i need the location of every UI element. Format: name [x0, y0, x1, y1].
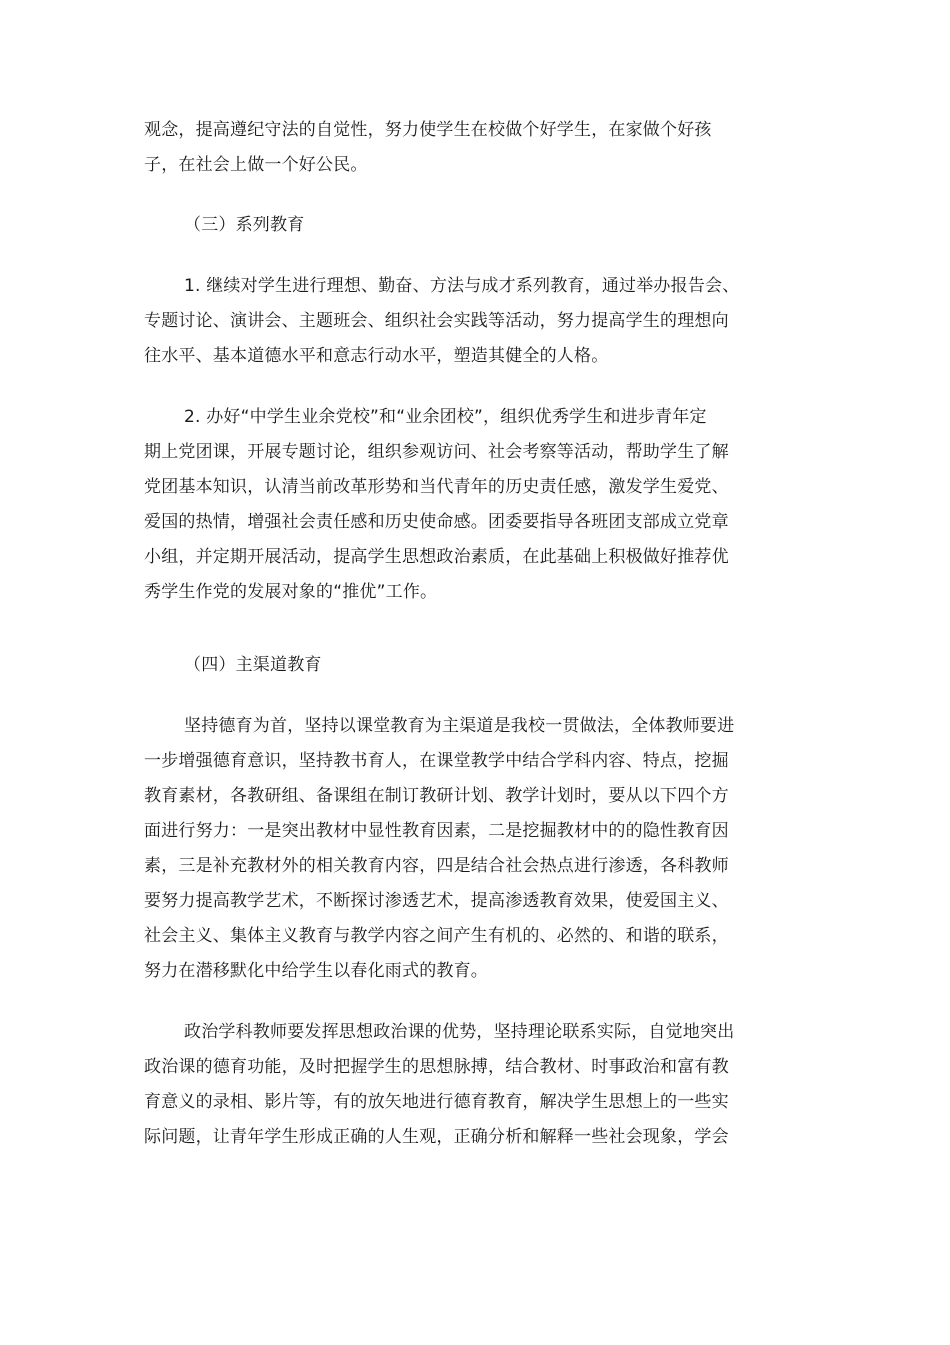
para-1-line-2: 一步增强德育意识，坚持教书育人，在课堂教学中结合学科内容、特点，挖掘 — [144, 751, 729, 771]
para-1-line-6: 要努力提高教学艺术，不断探讨渗透艺术，提高渗透教育效果，使爱国主义、 — [144, 891, 729, 911]
item-2-line-1: 2. 办好“中学生业余党校”和“业余团校”，组织优秀学生和进步青年定 — [184, 407, 707, 427]
para-1-line-7: 社会主义、集体主义教育与教学内容之间产生有机的、必然的、和谐的联系， — [144, 926, 729, 946]
item-1-line-2: 专题讨论、演讲会、主题班会、组织社会实践等活动，努力提高学生的理想向 — [144, 311, 729, 331]
para-1-line-4: 面进行努力：一是突出教材中显性教育因素，二是挖掘教材中的的隐性教育因 — [144, 821, 729, 841]
para-1-line-8: 努力在潜移默化中给学生以春化雨式的教育。 — [144, 961, 488, 981]
item-1-line-3: 往水平、基本道德水平和意志行动水平，塑造其健全的人格。 — [144, 346, 609, 366]
section-3-heading: （三）系列教育 — [184, 215, 305, 235]
para-2-line-2: 政治课的德育功能，及时把握学生的思想脉搏，结合教材、时事政治和富有教 — [144, 1057, 729, 1077]
para-1-line-5: 素，三是补充教材外的相关教育内容，四是结合社会热点进行渗透，各科教师 — [144, 856, 729, 876]
para-2-line-4: 际问题，让青年学生形成正确的人生观，正确分析和解释一些社会现象，学会 — [144, 1127, 729, 1147]
continuation-line-2: 子，在社会上做一个好公民。 — [144, 155, 368, 175]
section-4-heading: （四）主渠道教育 — [184, 655, 322, 675]
item-2-line-5: 小组，并定期开展活动，提高学生思想政治素质，在此基础上积极做好推荐优 — [144, 547, 729, 567]
item-1-line-1: 1. 继续对学生进行理想、勤奋、方法与成才系列教育，通过举办报告会、 — [184, 276, 740, 296]
item-2-line-3: 党团基本知识，认清当前改革形势和当代青年的历史责任感，激发学生爱党、 — [144, 477, 729, 497]
para-2-line-3: 育意义的录相、影片等，有的放矢地进行德育教育，解决学生思想上的一些实 — [144, 1092, 729, 1112]
item-2-line-6: 秀学生作党的发展对象的“推优”工作。 — [144, 582, 438, 602]
para-2-line-1: 政治学科教师要发挥思想政治课的优势，坚持理论联系实际，自觉地突出 — [184, 1022, 735, 1042]
item-2-line-2: 期上党团课，开展专题讨论，组织参观访问、社会考察等活动，帮助学生了解 — [144, 442, 729, 462]
continuation-line-1: 观念，提高遵纪守法的自觉性，努力使学生在校做个好学生，在家做个好孩 — [144, 120, 712, 140]
para-1-line-1: 坚持德育为首，坚持以课堂教育为主渠道是我校一贯做法，全体教师要进 — [184, 716, 735, 736]
para-1-line-3: 教育素材，各教研组、备课组在制订教研计划、教学计划时，要从以下四个方 — [144, 786, 729, 806]
item-2-line-4: 爱国的热情，增强社会责任感和历史使命感。团委要指导各班团支部成立党章 — [144, 512, 729, 532]
